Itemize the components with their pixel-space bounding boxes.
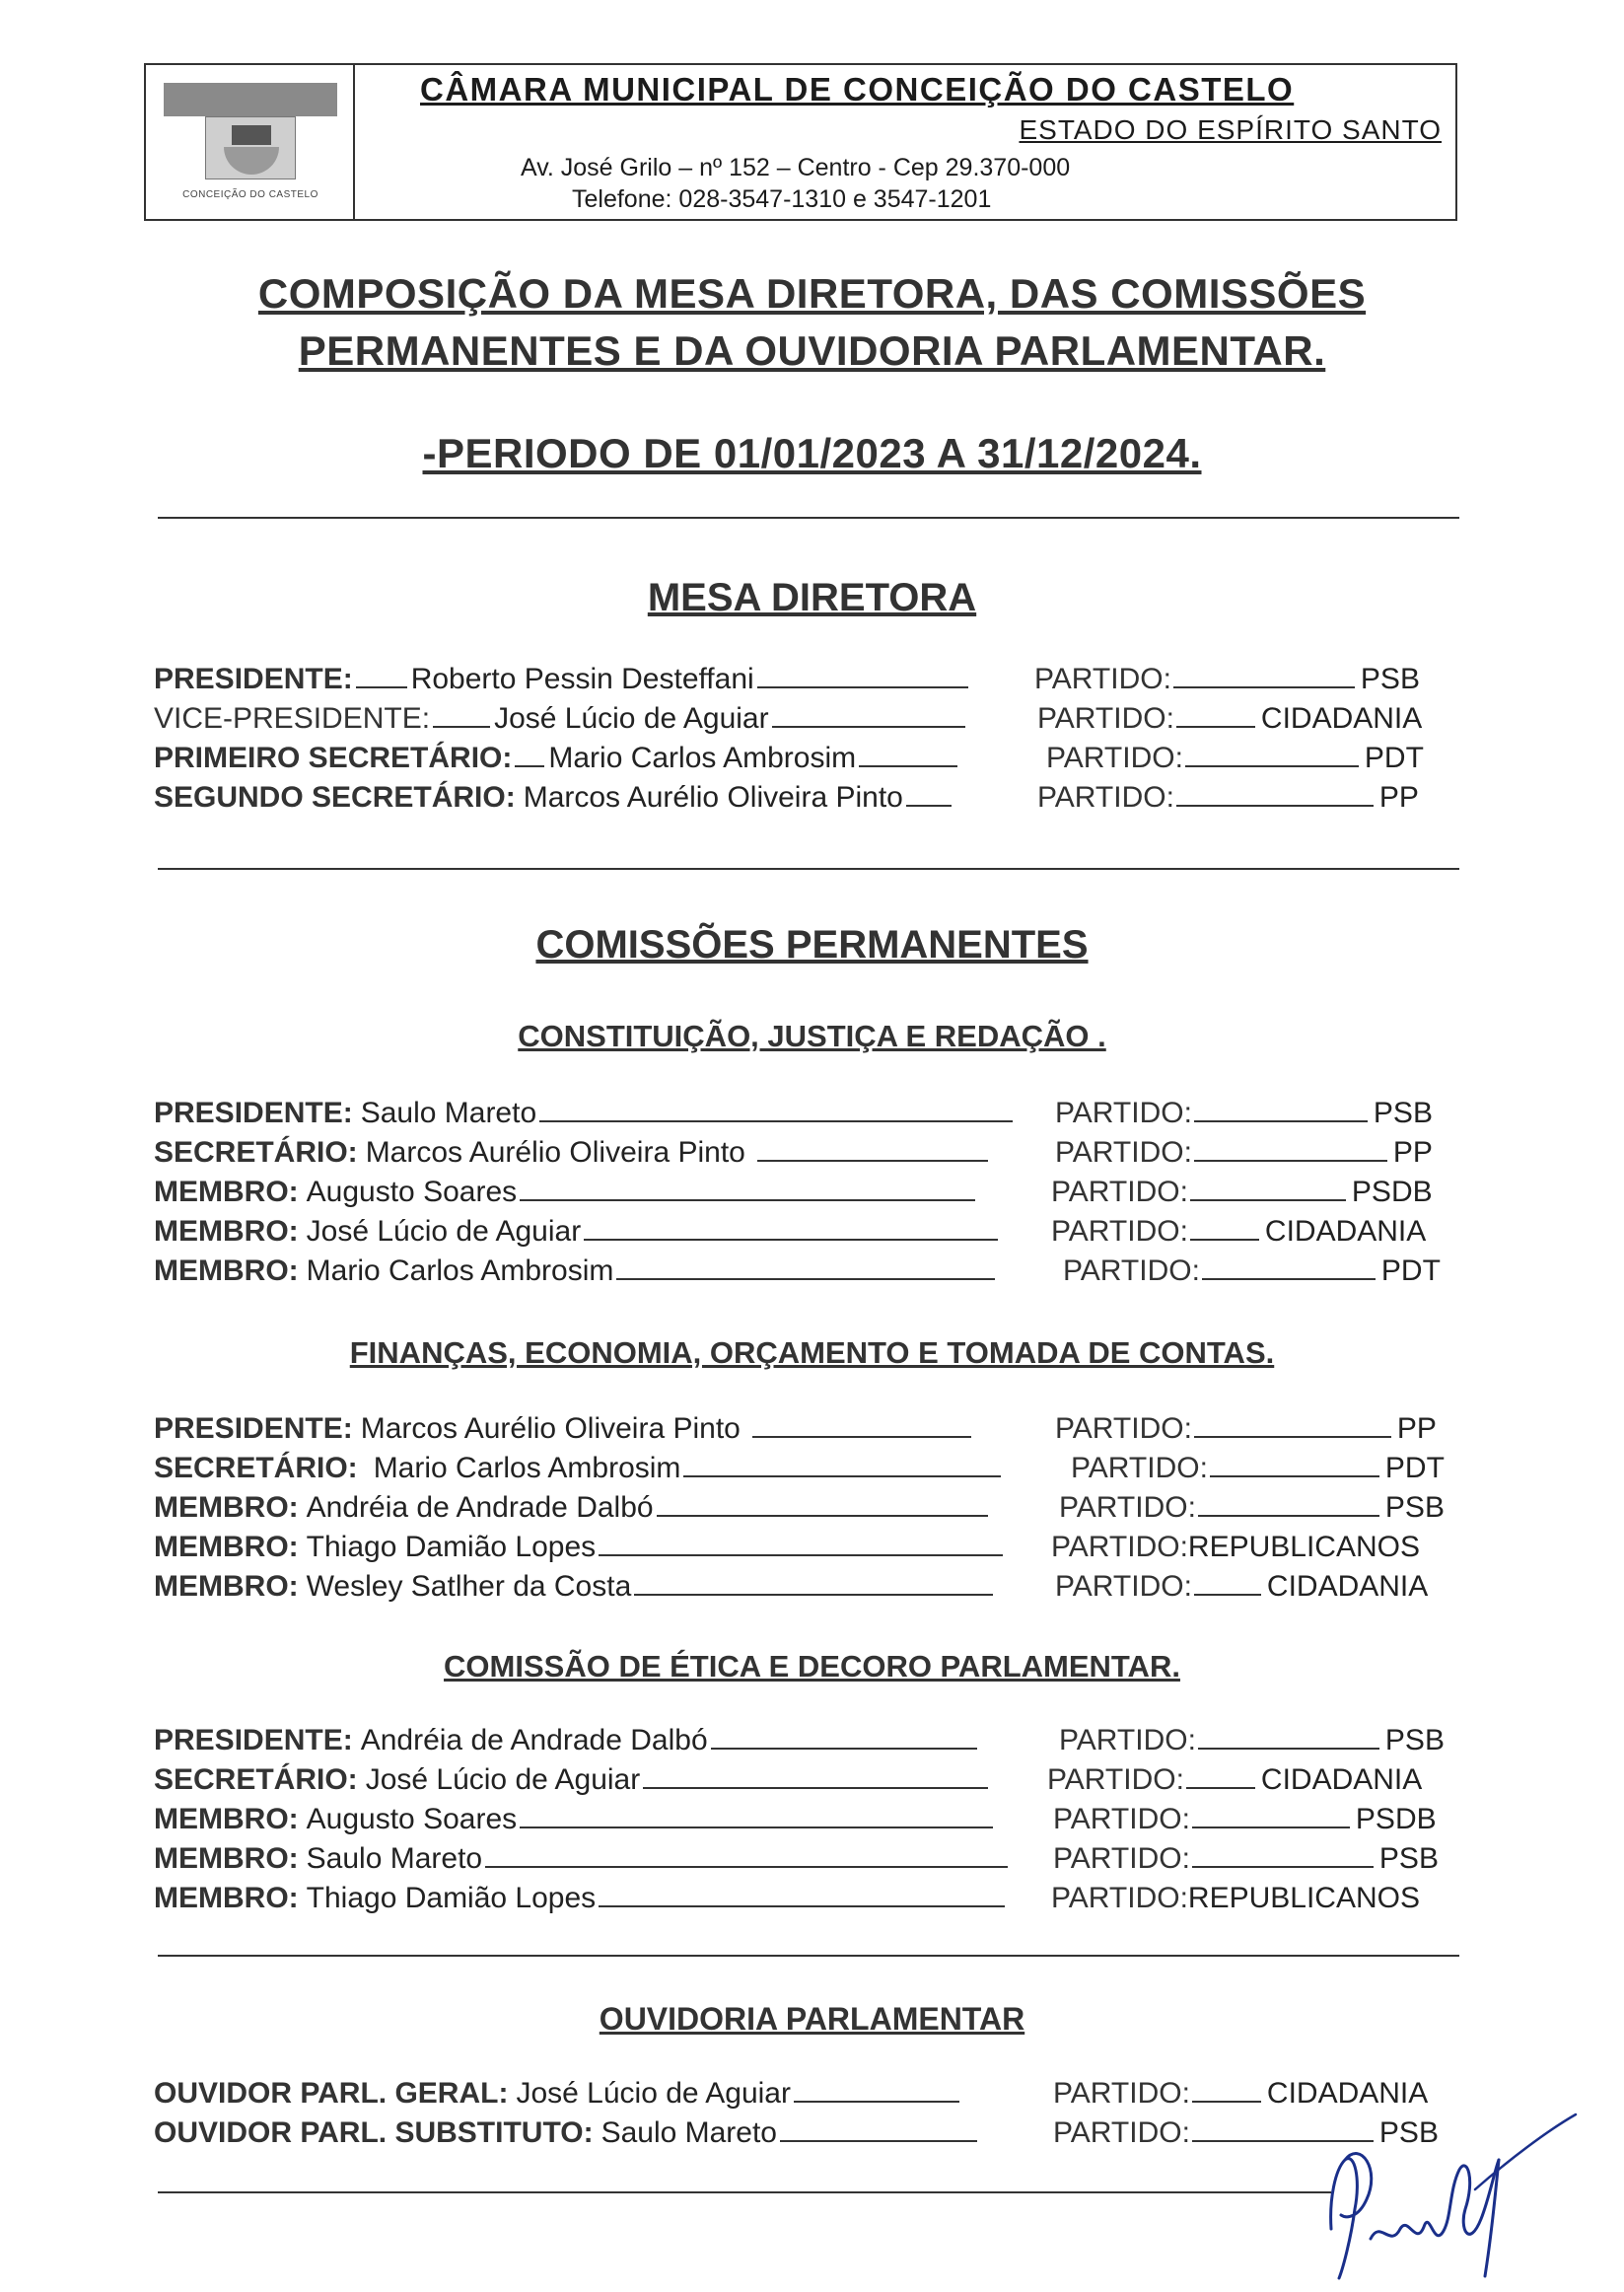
party-label: PARTIDO: [1046,742,1183,774]
member-name: Thiago Damião Lopes [306,1882,597,1914]
org-address: Av. José Grilo – nº 152 – Centro - Cep 29.370-000 [521,154,1071,181]
role-label: MEMBRO: [154,1254,299,1287]
party-value: PSB [1378,1842,1439,1875]
committee-entry [154,1491,1457,1531]
role-label: PRESIDENTE: [154,1097,353,1129]
party-label: PARTIDO: [1051,1531,1188,1563]
logo-caption: CONCEIÇÃO DO CASTELO [182,189,318,200]
party-value: CIDADANIA [1266,1570,1429,1603]
role-label: PRIMEIRO SECRETÁRIO: [154,742,513,774]
committee-entry [154,1763,1457,1803]
role-label: MEMBRO: [154,1491,299,1524]
committee-entry [154,1842,1457,1882]
member-name: Mario Carlos Ambrosim [548,742,857,774]
role-label: MEMBRO: [154,1842,299,1875]
letterhead [144,63,1457,221]
committee-entry [154,1882,1457,1921]
member-name: Thiago Damião Lopes [306,1531,597,1563]
party-label: PARTIDO: [1037,781,1174,814]
divider [158,2191,1331,2193]
member-name: Andréia de Andrade Dalbó [306,1491,654,1524]
member-name: Roberto Pessin Desteffani [410,663,754,695]
member-name: José Lúcio de Aguiar [365,1763,641,1796]
role-label: OUVIDOR PARL. SUBSTITUTO: [154,2116,594,2149]
party-label: PARTIDO: [1053,2116,1190,2149]
member-name: Saulo Mareto [360,1097,537,1129]
party-label: PARTIDO: [1037,702,1174,735]
role-label: PRESIDENTE: [154,1724,353,1756]
party-label: PARTIDO: [1053,2077,1190,2110]
mesa-entry [154,702,1457,742]
org-state: ESTADO DO ESPÍRITO SANTO [1019,114,1442,145]
role-label: OUVIDOR PARL. GERAL: [154,2077,509,2110]
logo-band [164,83,337,116]
member-name: José Lúcio de Aguiar [516,2077,791,2110]
committee-entry [154,1724,1457,1763]
party-label: PARTIDO: [1059,1724,1196,1756]
committee-entry [154,1254,1457,1294]
org-phone: Telefone: 028-3547-1310 e 3547-1201 [572,185,992,213]
mesa-entry [154,742,1457,781]
coat-of-arms-icon [205,116,296,179]
party-value: PP [1378,781,1419,814]
party-label: PARTIDO: [1055,1136,1192,1169]
divider [158,868,1459,870]
municipal-logo [146,65,355,219]
committee-list [154,1412,1457,1610]
member-name: Marcos Aurélio Oliveira Pinto [360,1412,741,1445]
member-name: Mario Carlos Ambrosim [306,1254,614,1287]
committee-entry [154,1531,1457,1570]
committee-list [154,1724,1457,1921]
party-label: PARTIDO: [1059,1491,1196,1524]
party-label: PARTIDO: [1071,1452,1208,1484]
party-label: PARTIDO: [1051,1882,1188,1914]
member-name: Andréia de Andrade Dalbó [360,1724,708,1756]
committee-entry [154,1570,1457,1610]
committee-title: COMISSÃO DE ÉTICA E DECORO PARLAMENTAR. [444,1649,1180,1683]
party-value: PSDB [1355,1803,1437,1835]
role-label: VICE-PRESIDENTE: [154,702,431,735]
member-name: Mario Carlos Ambrosim [373,1452,681,1484]
party-value: PP [1396,1412,1437,1445]
member-name: José Lúcio de Aguiar [306,1215,582,1248]
role-label: MEMBRO: [154,1882,299,1914]
role-label: MEMBRO: [154,1803,299,1835]
party-value: PDT [1364,742,1424,774]
ouvidoria-list [154,2077,1457,2156]
party-value: PDT [1380,1254,1441,1287]
divider [158,517,1459,519]
party-label: PARTIDO: [1051,1176,1188,1208]
party-label: PARTIDO: [1055,1097,1192,1129]
mesa-diretora-list [154,663,1457,821]
party-value: PP [1392,1136,1433,1169]
party-label: PARTIDO: [1047,1763,1184,1796]
party-label: PARTIDO: [1051,1215,1188,1248]
party-label: PARTIDO: [1063,1254,1200,1287]
role-label: MEMBRO: [154,1176,299,1208]
committee-entry [154,1412,1457,1452]
role-label: SECRETÁRIO: [154,1763,358,1796]
member-name: Saulo Mareto [600,2116,777,2149]
committee-entry [154,1176,1457,1215]
document-title-line1: COMPOSIÇÃO DA MESA DIRETORA, DAS COMISSÕES [257,270,1367,317]
mesa-entry [154,663,1457,702]
committee-title: FINANÇAS, ECONOMIA, ORÇAMENTO E TOMADA DE CONTAS. [349,1335,1275,1370]
member-name: Marcos Aurélio Oliveira Pinto [365,1136,745,1169]
member-name: José Lúcio de Aguiar [494,702,769,735]
role-label: MEMBRO: [154,1215,299,1248]
committee-entry [154,1215,1457,1254]
comissoes-title: COMISSÕES PERMANENTES [535,923,1089,967]
document-period: -PERIODO DE 01/01/2023 A 31/12/2024. [422,430,1202,476]
party-label: PARTIDO: [1034,663,1171,695]
party-value: CIDADANIA [1266,2077,1429,2110]
role-label: SECRETÁRIO: [154,1136,358,1169]
org-name: CÂMARA MUNICIPAL DE CONCEIÇÃO DO CASTELO [420,71,1295,107]
document-title-line2: PERMANENTES E DA OUVIDORIA PARLAMENTAR. [298,327,1326,374]
mesa-entry [154,781,1457,821]
member-name: Augusto Soares [306,1176,518,1208]
mesa-diretora-title: MESA DIRETORA [647,576,977,619]
member-name: Wesley Satlher da Costa [306,1570,632,1603]
handwritten-signature [1321,2101,1578,2288]
member-name: Saulo Mareto [306,1842,483,1875]
party-value: PSB [1378,2116,1439,2149]
committee-title: CONSTITUIÇÃO, JUSTIÇA E REDAÇÃO . [518,1019,1106,1053]
member-name: Marcos Aurélio Oliveira Pinto [523,781,903,814]
party-value: REPUBLICANOS [1187,1882,1420,1914]
party-label: PARTIDO: [1055,1412,1192,1445]
party-label: PARTIDO: [1053,1803,1190,1835]
party-value: PDT [1384,1452,1445,1484]
ouvidoria-title: OUVIDORIA PARLAMENTAR [599,2001,1025,2037]
party-value: CIDADANIA [1260,702,1423,735]
role-label: PRESIDENTE: [154,1412,353,1445]
party-value: PSB [1373,1097,1433,1129]
party-value: PSB [1384,1724,1445,1756]
party-value: PSB [1384,1491,1445,1524]
committee-entry [154,1803,1457,1842]
party-value: PSB [1360,663,1420,695]
member-name: Augusto Soares [306,1803,518,1835]
party-value: CIDADANIA [1260,1763,1423,1796]
committee-entry [154,1097,1457,1136]
committee-entry [154,1136,1457,1176]
role-label: SEGUNDO SECRETÁRIO: [154,781,516,814]
role-label: MEMBRO: [154,1531,299,1563]
party-value: CIDADANIA [1264,1215,1427,1248]
committee-list [154,1097,1457,1294]
ouvidoria-entry [154,2116,1457,2156]
party-value: PSDB [1351,1176,1433,1208]
role-label: MEMBRO: [154,1570,299,1603]
party-value: REPUBLICANOS [1187,1531,1420,1563]
ouvidoria-entry [154,2077,1457,2116]
party-label: PARTIDO: [1055,1570,1192,1603]
divider [158,1955,1459,1957]
role-label: PRESIDENTE: [154,663,353,695]
committee-entry [154,1452,1457,1491]
party-label: PARTIDO: [1053,1842,1190,1875]
role-label: SECRETÁRIO: [154,1452,358,1484]
